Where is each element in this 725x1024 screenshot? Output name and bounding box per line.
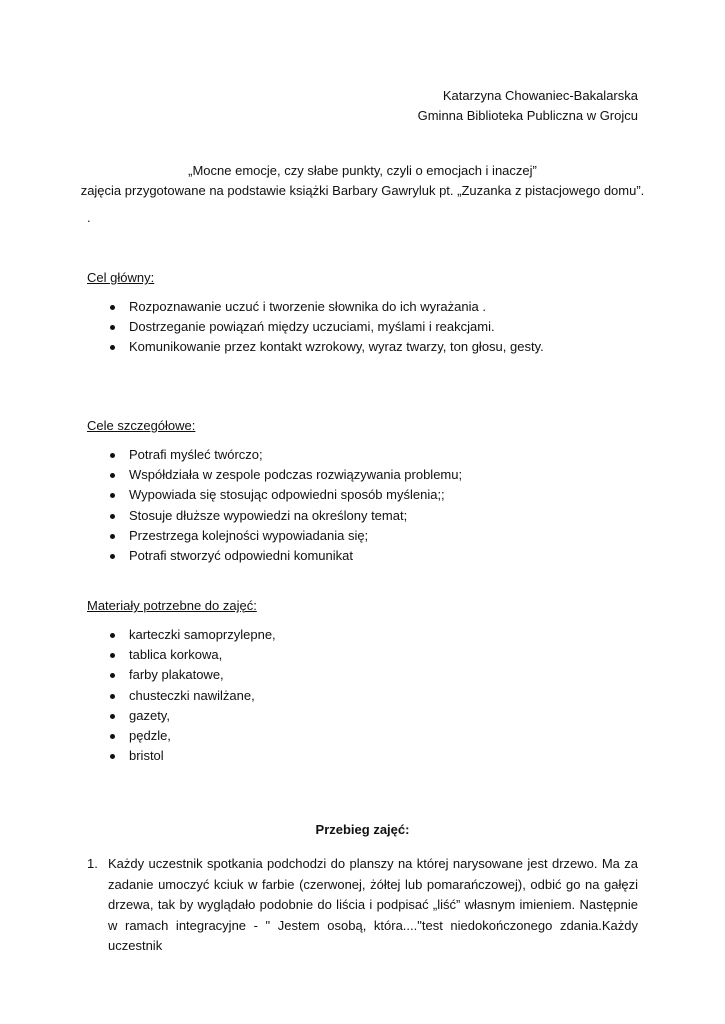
list-item: Wypowiada się stosując odpowiedni sposób myślenia;;: [87, 485, 462, 505]
step-number: 1.: [87, 856, 98, 871]
materials-list: [87, 625, 276, 766]
procedure-step: [87, 854, 638, 957]
list-item: Potrafi stworzyć odpowiedni komunikat: [87, 546, 462, 566]
list-item: bristol: [87, 746, 276, 766]
list-item: gazety,: [87, 706, 276, 726]
author-name: Katarzyna Chowaniec-Bakalarska: [442, 88, 638, 103]
list-item: Przestrzega kolejności wypowiadania się;: [87, 526, 462, 546]
list-item: farby plakatowe,: [87, 665, 276, 685]
procedure-heading: Przebieg zajęć:: [315, 822, 410, 837]
specific-goals-heading: Cele szczegółowe:: [87, 418, 196, 433]
title-line-1: „Mocne emocje, czy słabe punkty, czyli o emocjach i inaczej”: [188, 163, 537, 178]
materials-heading: Materiały potrzebne do zajęć:: [87, 598, 257, 613]
list-item: Potrafi myśleć twórczo;: [87, 445, 462, 465]
specific-goals-list: [87, 445, 462, 566]
main-goal-list: [87, 297, 544, 358]
main-goal-heading: Cel główny:: [87, 270, 155, 285]
list-item: Dostrzeganie powiązań między uczuciami, myślami i reakcjami.: [87, 317, 544, 337]
document-title: [0, 161, 725, 201]
stray-dot: .: [87, 210, 91, 225]
list-item: Komunikowanie przez kontakt wzrokowy, wyraz twarzy, ton głosu, gesty.: [87, 337, 544, 357]
step-text: Każdy uczestnik spotkania podchodzi do planszy na której narysowane jest drzewo. Ma za zadanie umoczyć kciuk w farbie (czerwonej, żółtej lub pomarańczowej), odbić go na gałęzi drzewa, tak by wyglądało podobnie do liścia i podpisać „liść” własnym imieniem. Następnie w ramach integracyjne - " Jestem osobą, która...."test niedokończonego zdania.Każdy uczestnik: [108, 856, 638, 953]
title-line-2: zajęcia przygotowane na podstawie książki Barbary Gawryluk pt. „Zuzanka z pistacjowego domu”.: [80, 183, 645, 198]
author-institution: Gminna Biblioteka Publiczna w Grojcu: [417, 108, 638, 123]
author-block: [418, 86, 638, 126]
list-item: Stosuje dłuższe wypowiedzi na określony temat;: [87, 506, 462, 526]
list-item: Współdziała w zespole podczas rozwiązywania problemu;: [87, 465, 462, 485]
list-item: pędzle,: [87, 726, 276, 746]
list-item: tablica korkowa,: [87, 645, 276, 665]
list-item: karteczki samoprzylepne,: [87, 625, 276, 645]
list-item: Rozpoznawanie uczuć i tworzenie słownika do ich wyrażania .: [87, 297, 544, 317]
list-item: chusteczki nawilżane,: [87, 686, 276, 706]
